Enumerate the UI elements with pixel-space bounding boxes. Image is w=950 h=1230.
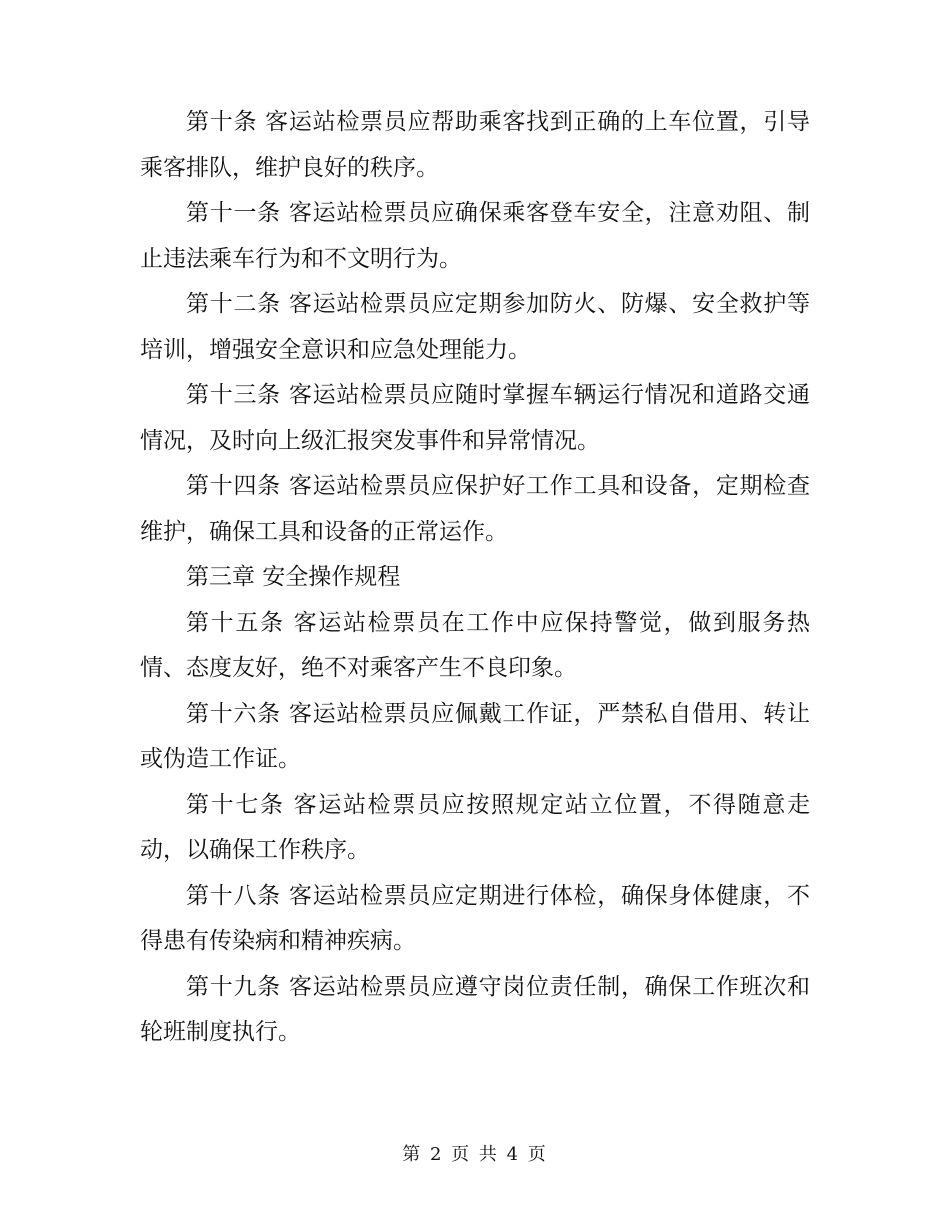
paragraph-article-13: 第十三条 客运站检票员应随时掌握车辆运行情况和道路交通情况，及时向上级汇报突发事件和异常情况。 [140, 382, 810, 454]
paragraph-article-16: 第十六条 客运站检票员应佩戴工作证，严禁私自借用、转让或伪造工作证。 [140, 700, 810, 772]
page-number-footer: 第 2 页 共 4 页 [402, 1144, 548, 1165]
document-body [140, 100, 810, 1056]
paragraph-article-15: 第十五条 客运站检票员在工作中应保持警觉，做到服务热情、态度友好，绝不对乘客产生不良印象。 [140, 609, 810, 681]
paragraph-article-19: 第十九条 客运站检票员应遵守岗位责任制，确保工作班次和轮班制度执行。 [140, 973, 810, 1045]
paragraph-article-14: 第十四条 客运站检票员应保护好工作工具和设备，定期检查维护，确保工具和设备的正常运作。 [140, 473, 810, 545]
paragraph-article-10: 第十条 客运站检票员应帮助乘客找到正确的上车位置，引导乘客排队，维护良好的秩序。 [140, 109, 810, 181]
paragraph-article-12: 第十二条 客运站检票员应定期参加防火、防爆、安全救护等培训，增强安全意识和应急处理能力。 [140, 291, 810, 363]
paragraph-article-11: 第十一条 客运站检票员应确保乘客登车安全，注意劝阻、制止违法乘车行为和不文明行为。 [140, 200, 810, 272]
paragraph-article-18: 第十八条 客运站检票员应定期进行体检，确保身体健康，不得患有传染病和精神疾病。 [140, 882, 810, 954]
paragraph-article-17: 第十七条 客运站检票员应按照规定站立位置，不得随意走动，以确保工作秩序。 [140, 791, 810, 863]
chapter-heading: 第三章 安全操作规程 [186, 564, 401, 590]
